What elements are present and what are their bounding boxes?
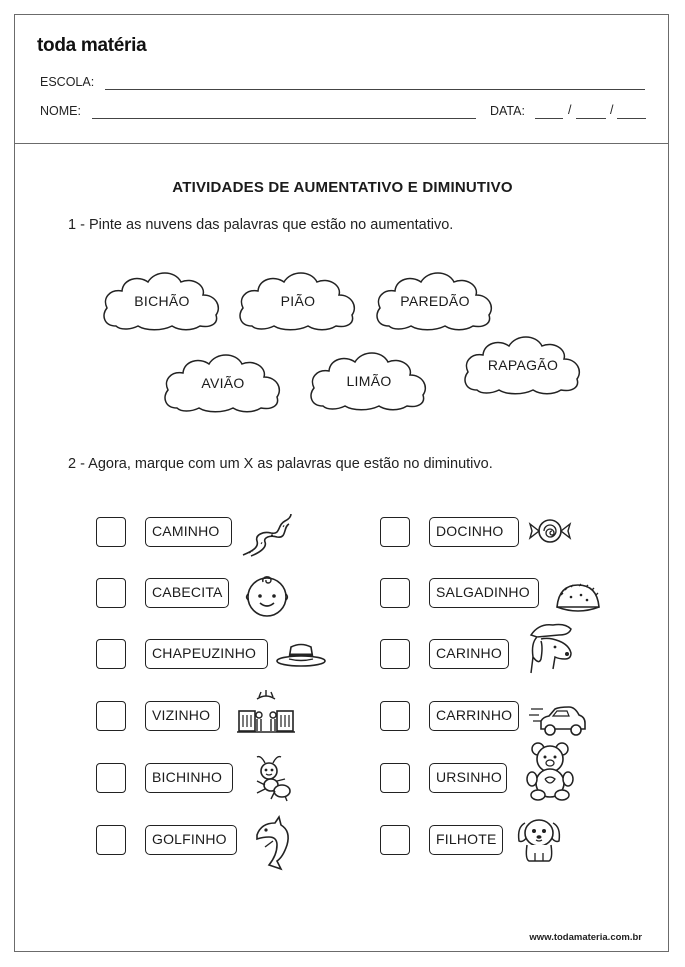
brand-logo: toda matéria [37, 35, 147, 56]
checkbox-chapeuzinho[interactable] [96, 639, 126, 669]
cloud-word: RAPAGÃO [487, 357, 559, 373]
cloud-3[interactable] [373, 267, 497, 333]
word-filhote: FILHOTE [429, 825, 503, 855]
word-golfinho: GOLFINHO [145, 825, 237, 855]
date-separator: / [568, 103, 572, 117]
name-label: NOME: [40, 104, 81, 118]
cloud-1[interactable] [100, 267, 224, 333]
dolphin-icon [251, 815, 295, 871]
checkbox-caminho[interactable] [96, 517, 126, 547]
page-title: ATIVIDADES DE AUMENTATIVO E DIMINUTIVO [172, 179, 513, 196]
date-day-line[interactable] [535, 118, 563, 119]
baby-face-icon [241, 572, 293, 618]
cloud-word: LIMÃO [346, 373, 392, 389]
word-salgadinho: SALGADINHO [429, 578, 539, 608]
word-carinho: CARINHO [429, 639, 509, 669]
site-url[interactable]: www.todamateria.com.br [529, 932, 642, 943]
petting-dog-icon [519, 617, 577, 679]
date-separator: / [610, 103, 614, 117]
candy-icon [527, 511, 573, 551]
cloud-word: PIÃO [280, 293, 316, 309]
neighbors-icon [235, 689, 297, 735]
cloud-word: PAREDÃO [400, 293, 470, 309]
word-chapeuzinho: CHAPEUZINHO [145, 639, 268, 669]
ant-icon [247, 753, 293, 803]
word-caminho: CAMINHO [145, 517, 232, 547]
checkbox-carrinho[interactable] [380, 701, 410, 731]
pastry-icon [553, 581, 603, 615]
word-vizinho: VIZINHO [145, 701, 220, 731]
cloud-2[interactable] [236, 267, 360, 333]
teddy-bear-icon [523, 741, 577, 803]
date-year-line[interactable] [617, 118, 646, 119]
checkbox-docinho[interactable] [380, 517, 410, 547]
cloud-4[interactable] [161, 349, 285, 415]
hat-icon [275, 639, 327, 673]
checkbox-salgadinho[interactable] [380, 578, 410, 608]
school-line[interactable] [105, 89, 645, 90]
word-ursinho: URSINHO [429, 763, 507, 793]
date-label: DATA: [490, 104, 525, 118]
worksheet [14, 14, 669, 952]
checkbox-vizinho[interactable] [96, 701, 126, 731]
cloud-6[interactable] [461, 331, 585, 397]
cloud-word: BICHÃO [134, 293, 190, 309]
question-1-text: 1 - Pinte as nuvens das palavras que estão no aumentativo. [68, 217, 454, 233]
date-month-line[interactable] [576, 118, 606, 119]
car-icon [527, 701, 589, 739]
checkbox-ursinho[interactable] [380, 763, 410, 793]
cloud-word: AVIÃO [201, 375, 245, 391]
checkbox-filhote[interactable] [380, 825, 410, 855]
name-line[interactable] [92, 118, 476, 119]
checkbox-bichinho[interactable] [96, 763, 126, 793]
school-label: ESCOLA: [40, 75, 95, 89]
header-divider [15, 143, 668, 144]
checkbox-carinho[interactable] [380, 639, 410, 669]
word-bichinho: BICHINHO [145, 763, 233, 793]
word-cabecita: CABECITA [145, 578, 229, 608]
winding-road-icon [241, 511, 293, 557]
cloud-5[interactable] [307, 347, 431, 413]
puppy-icon [515, 813, 563, 865]
word-docinho: DOCINHO [429, 517, 519, 547]
checkbox-cabecita[interactable] [96, 578, 126, 608]
word-carrinho: CARRINHO [429, 701, 519, 731]
question-2-text: 2 - Agora, marque com um X as palavras que estão no diminutivo. [68, 456, 493, 472]
checkbox-golfinho[interactable] [96, 825, 126, 855]
